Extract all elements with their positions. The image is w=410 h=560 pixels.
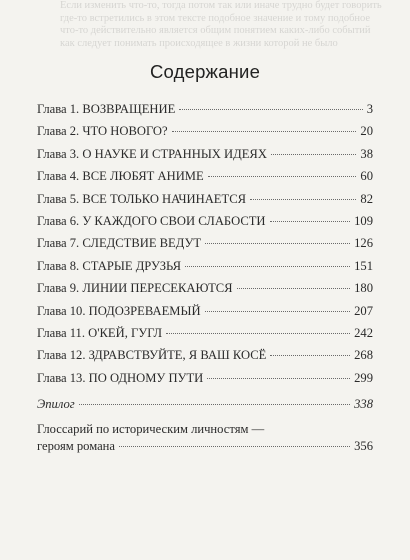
toc-entry-title: Глава 11. О'КЕЙ, ГУГЛ [37, 325, 163, 340]
dot-leader [119, 446, 350, 447]
toc-entry-title: Глава 4. ВСЕ ЛЮБЯТ АНИМЕ [37, 169, 204, 184]
bleed-line: где-то встретились в этом тексте подобное значение и тому подобное [60, 12, 371, 24]
toc-entry-page: 109 [354, 213, 373, 228]
toc-entry-title: Глава 9. ЛИНИИ ПЕРЕСЕКАЮТСЯ [37, 281, 233, 296]
toc-entry-title-line1: Глоссарий по историческим личностям — [37, 422, 265, 437]
toc-entry-title: Глава 8. СТАРЫЕ ДРУЗЬЯ [37, 258, 182, 273]
bleed-line: Если изменить что-то, тогда потом так или иначе трудно будет говорить [60, 0, 382, 11]
toc-entry [37, 300, 373, 322]
toc-entry [37, 322, 373, 344]
dot-leader [185, 266, 350, 267]
toc-entry-page: 60 [360, 169, 373, 184]
toc-entry-glossary [37, 421, 373, 455]
toc-entry-page: 82 [360, 191, 373, 206]
toc-entry-page: 299 [354, 370, 373, 385]
toc-entry-title: Эпилог [37, 397, 75, 412]
toc-entry-page: 207 [354, 303, 373, 318]
dot-leader [237, 288, 351, 289]
toc-entry [37, 255, 373, 277]
toc-entry [37, 98, 373, 120]
bleed-line: что-то действительно является общим понятием каких-либо событий [60, 25, 371, 36]
toc-entry [37, 165, 373, 187]
toc-entry [37, 120, 373, 142]
toc-entry [37, 188, 373, 210]
toc-entry [37, 277, 373, 299]
toc-entry-glossary-last-line [37, 438, 373, 455]
dot-leader [79, 404, 350, 405]
toc-entry-epilog [37, 393, 373, 415]
toc-entry [37, 344, 373, 366]
toc-entry-page: 126 [354, 236, 373, 251]
toc-entry-page: 180 [354, 281, 373, 296]
dot-leader [172, 131, 357, 132]
dot-leader [205, 243, 350, 244]
dot-leader [205, 311, 351, 312]
dot-leader [208, 176, 357, 177]
toc-entry-page: 38 [360, 146, 373, 161]
dot-leader [250, 199, 356, 200]
toc-entry-title: Глава 6. У КАЖДОГО СВОИ СЛАБОСТИ [37, 213, 266, 228]
table-of-contents [37, 98, 373, 455]
toc-entry-page: 338 [354, 397, 373, 412]
bleed-line: как следует понимать происходящее в жизни которой не было [60, 37, 338, 49]
toc-entry-title: Глава 10. ПОДОЗРЕВАЕМЫЙ [37, 303, 201, 318]
toc-entry-page: 20 [360, 124, 373, 139]
toc-entry-title: Глава 13. ПО ОДНОМУ ПУТИ [37, 370, 204, 385]
bleed-through-text-top [0, 0, 410, 50]
toc-entry [37, 367, 373, 389]
toc-entry-title: Глава 3. О НАУКЕ И СТРАННЫХ ИДЕЯХ [37, 146, 267, 161]
toc-entry-title: Глава 1. ВОЗВРАЩЕНИЕ [37, 102, 176, 116]
toc-entry [37, 143, 373, 165]
dot-leader [166, 333, 350, 334]
dot-leader [179, 109, 362, 110]
toc-entry-title: Глава 12. ЗДРАВСТВУЙТЕ, Я ВАШ КОСЁ [37, 348, 267, 363]
dot-leader [270, 221, 351, 222]
dot-leader [207, 378, 350, 379]
toc-entry-page: 3 [366, 102, 373, 116]
toc-entry-title: Глава 7. СЛЕДСТВИЕ ВЕДУТ [37, 236, 202, 251]
toc-entry-page: 242 [354, 325, 373, 340]
toc-entry-title: Глава 2. ЧТО НОВОГО? [37, 124, 168, 139]
toc-entry-page: 151 [354, 258, 373, 273]
toc-entry [37, 210, 373, 232]
toc-entry-page: 356 [354, 439, 373, 454]
toc-entry-title: Глава 5. ВСЕ ТОЛЬКО НАЧИНАЕТСЯ [37, 191, 246, 206]
toc-entry [37, 232, 373, 254]
page-title: Содержание [149, 61, 261, 82]
dot-leader [271, 154, 356, 155]
toc-entry-page: 268 [354, 348, 373, 363]
toc-entry-title-line2: героям романа [37, 439, 116, 454]
toc-rows [37, 98, 373, 389]
dot-leader [270, 355, 350, 356]
